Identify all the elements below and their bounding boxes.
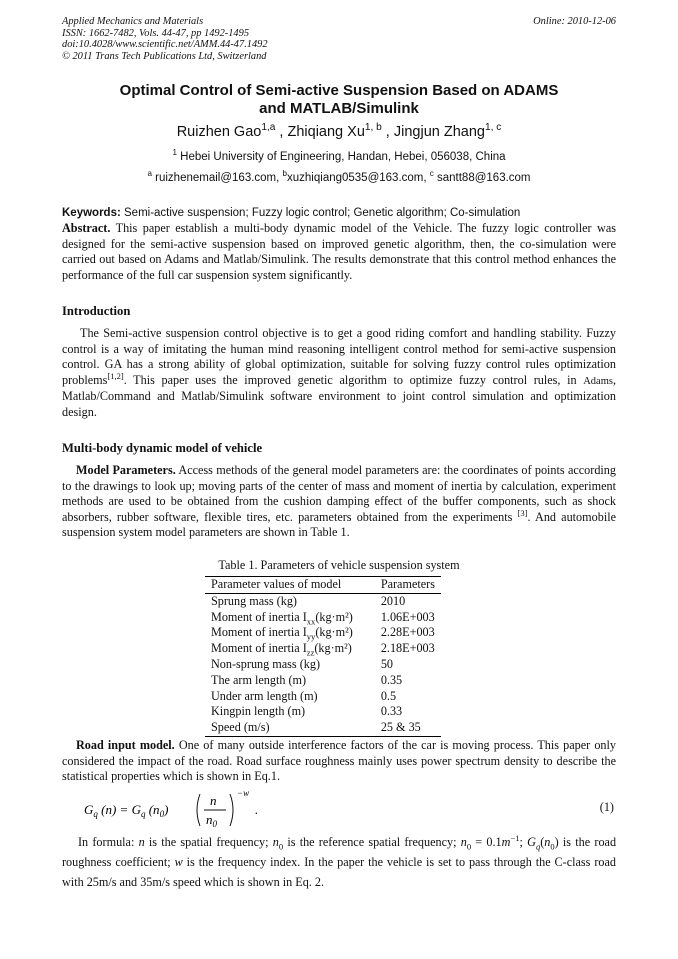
param-value: 0.33 <box>380 704 403 719</box>
param-name <box>205 720 359 736</box>
intro-paragraph <box>62 326 616 421</box>
formula-text-3: is the reference spatial frequency; <box>287 835 457 849</box>
formula-paragraph: In formula: n is the spatial frequency; $n_0$ is the reference spatial frequency; $n_0 = 0.1m^{-1}$; $G_q(n_0)$ is the road roughness coefficient; w is the frequency index. In the paper the vehicle is set to pass through the C-class road with 25m/s and 35m/s speed which is shown in Eq. 2. <box>62 832 617 889</box>
formula-text-5: is the frequency index. In the paper the vehicle is set to pass through the C-class road with 25m/s and 35m/s speed which is shown in Eq. 2. <box>62 855 617 889</box>
param-name <box>205 641 359 657</box>
table-header-cell: Parameter values of model <box>205 577 359 594</box>
email: ruizhenemail@163.com <box>155 172 277 184</box>
param-name <box>205 625 359 641</box>
param-name <box>205 593 359 609</box>
multibody-text-1: Access methods of the general model parameters are: the coordinates of points according to the drawings to look up; moving parts of the center of mass and moment of inertia by calculation, experiment methods are used to be obtained from the cushion damping effect of the buffer components, such as shock absorbers, rubber software, flexible tires, etc. parameters obtained from the experiments <box>62 463 616 524</box>
table-header-cell: Parameters <box>359 577 441 594</box>
journal-header <box>62 16 268 62</box>
param-text: Sprung mass (kg) <box>211 593 297 608</box>
road-input-label: Road input model. <box>76 738 175 752</box>
intro-text-2: . This paper uses the improved genetic algorithm to optimize fuzzy control rules, in <box>123 372 577 387</box>
param-unit: (kg·m²) <box>315 625 353 640</box>
param-value: 50 <box>380 656 393 671</box>
model-parameters-label: Model Parameters. <box>76 463 176 477</box>
author-sup: 1, c <box>484 122 502 134</box>
author-name: Jingjun Zhang <box>393 124 485 140</box>
param-text: Under arm length (m) <box>211 688 318 703</box>
intro-text-1: The Semi-active suspension control objective is to get a good riding comfort and handling stability. Fuzzy control is a way of imitating the human mind reasoning intelligent control method for semi-active suspension control. GA has a strong ability of global optimization, suitable for solving fuzzy control rules optimization problems <box>62 326 616 387</box>
param-value: 25 & 35 <box>359 720 441 736</box>
copyright: © 2011 Trans Tech Publications Ltd, Switzerland <box>62 50 267 62</box>
table-row <box>205 704 441 720</box>
table-row <box>205 641 441 657</box>
affiliation <box>62 148 616 163</box>
param-unit: (kg·m²) <box>315 609 353 624</box>
equation-1 <box>84 786 264 832</box>
param-value: 2.28E+003 <box>380 625 435 640</box>
table-row <box>205 720 441 736</box>
equation-period: . <box>255 802 259 817</box>
doi: doi:10.4028/www.scientific.net/AMM.44-47.1492 <box>62 39 268 51</box>
table-header-row <box>205 577 441 594</box>
param-text: Moment of inertia I <box>211 641 307 656</box>
journal-name: Applied Mechanics and Materials <box>62 16 204 27</box>
section-heading-introduction: Introduction <box>62 304 131 318</box>
param-value: 0.5 <box>380 688 397 703</box>
param-name <box>205 689 359 705</box>
author-sup: 1, b <box>364 122 382 134</box>
citation: [3] <box>517 507 528 518</box>
param-text: Moment of inertia I <box>211 609 307 624</box>
table-row <box>205 610 441 626</box>
left-paren <box>197 794 200 826</box>
right-paren <box>230 794 233 826</box>
param-text: The arm length (m) <box>211 672 307 687</box>
formula-text-2: is the spatial frequency; <box>148 835 269 849</box>
formula-text-4: is the road roughness coefficient; <box>62 835 617 869</box>
author-name: Ruizhen Gao <box>176 124 262 140</box>
email: santt88@163.com <box>437 172 531 184</box>
formula-text-1: In formula: <box>78 835 135 849</box>
abstract-label: Abstract. <box>62 221 111 235</box>
param-value: 2010 <box>380 593 406 608</box>
param-value: 0.35 <box>380 672 403 687</box>
param-text: Speed (m/s) <box>211 720 270 735</box>
param-name <box>205 610 359 626</box>
email: xuzhiqiang0535@163.com <box>287 172 424 184</box>
param-value: 2.18E+003 <box>380 641 435 656</box>
title-line-1: Optimal Control of Semi-active Suspension Based on ADAMS <box>119 82 559 99</box>
param-name <box>205 673 359 689</box>
email-sup: c <box>429 169 434 179</box>
param-sub: xx <box>306 616 316 627</box>
intro-text-3: , Matlab/Command and Matlab/Simulink software environment to joint control simulation and optimization design. <box>62 372 617 419</box>
author-list: Ruizhen Gao$^{1,a}$ , Zhiqiang Xu$^{1, b}$ , Jingjun Zhang$^{1, c}$ <box>176 122 502 140</box>
param-name <box>205 704 359 720</box>
paper-title <box>62 82 616 118</box>
param-text: Non-sprung mass (kg) <box>211 656 320 671</box>
citation: [1,2] <box>107 370 124 381</box>
param-text: Moment of inertia I <box>211 625 307 640</box>
param-name <box>205 657 359 673</box>
param-sub: zz <box>306 647 315 658</box>
equation-number: (1) <box>599 800 614 814</box>
online-date: Online: 2010-12-06 <box>533 16 616 27</box>
road-text: One of many outside interference factors of the car is moving process. This paper only considered the impact of the road. Road surface roughness mainly uses power spectrum density to describe the statistical properties which is shown in Eq.1. <box>62 738 616 784</box>
param-unit: (kg·m²) <box>314 641 352 656</box>
section-heading-multibody: Multi-body dynamic model of vehicle <box>62 441 263 455</box>
keywords <box>62 207 520 219</box>
affiliation-text: Hebei University of Engineering, Handan, Hebei, 056038, China <box>180 151 506 163</box>
author-name: Zhiqiang Xu <box>287 124 365 140</box>
keywords-label: Keywords: <box>62 207 121 219</box>
parameters-table <box>205 576 441 737</box>
email-sup: b <box>282 169 288 179</box>
road-paragraph <box>62 738 616 785</box>
table-caption: Table 1. Parameters of vehicle suspension system <box>218 558 460 572</box>
abstract <box>62 221 616 283</box>
equation-lhs: $G_q$ $(n) = G_q$ $(n_0)$ <box>84 802 169 819</box>
email-list: $^a$ ruizhenemail@163.com, $^b$xuzhiqiang0535@163.com, $^c$ santt88@163.com <box>147 169 531 184</box>
fraction-numerator: n <box>210 793 217 808</box>
table-row <box>205 625 441 641</box>
multibody-paragraph <box>62 463 616 541</box>
param-sub: yy <box>306 631 316 642</box>
author-sup: 1,a <box>261 122 276 134</box>
multibody-text-2: . And automobile suspension system model parameters are shown in Table 1. <box>62 509 617 540</box>
table-row <box>205 657 441 673</box>
issn: ISSN: 1662-7482, Vols. 44-47, pp 1492-1495 <box>62 27 250 39</box>
fraction-denominator: $n_0$ <box>206 812 217 829</box>
title-line-2: and MATLAB/Simulink <box>259 100 419 117</box>
email-sup: a <box>147 169 152 179</box>
abstract-text: This paper establish a multi-body dynamic model of the Vehicle. The fuzzy logic controller was designed for the semi-active suspension based on improved genetic algorithm, then, the co-simulation were carried out based on Adams and Matlab/Simulink. The results demonstrate that this control method enhances the performance of the full car suspension system significantly. <box>62 221 616 282</box>
table-row <box>205 593 441 609</box>
param-text: Kingpin length (m) <box>211 704 306 719</box>
keywords-text: Semi-active suspension; Fuzzy logic control; Genetic algorithm; Co-simulation <box>124 207 521 219</box>
table-row <box>205 673 441 689</box>
param-value: 1.06E+003 <box>380 609 435 624</box>
adams-word: Adams <box>583 375 613 387</box>
affiliation-sup: 1 <box>172 148 177 158</box>
equation-exponent: −w <box>237 788 250 798</box>
table-row <box>205 689 441 705</box>
